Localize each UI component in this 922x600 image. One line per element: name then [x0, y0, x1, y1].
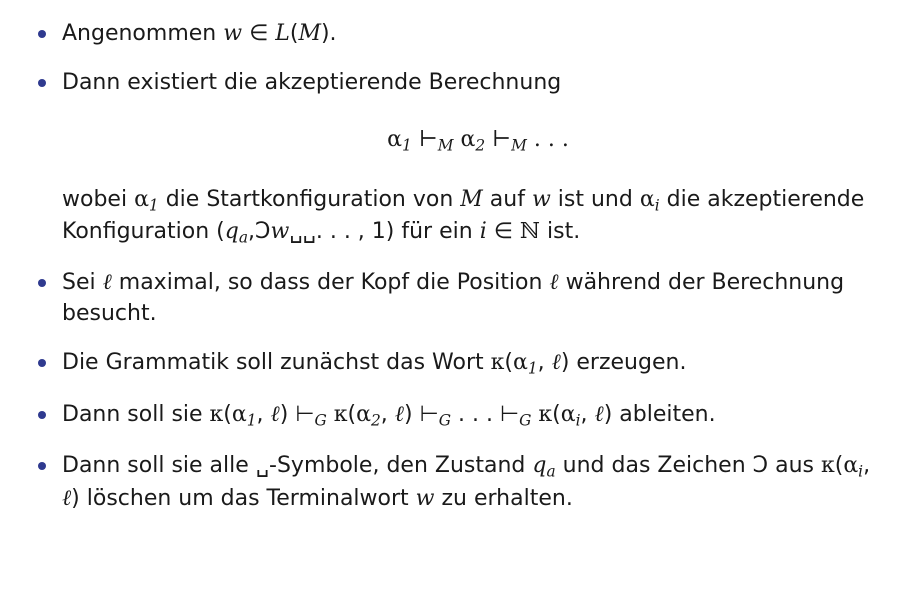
configuration-explanation-paragraph: wobei $\alpha_1$ die Startkonfiguration von M auf w ist und $\alpha_i$ die akzeptierende Konfiguration ($q_a,Ɔw␣␣$. . . , 1) für ein i ∈ ℕ ist.: [62, 186, 865, 247]
bullet-text: Sei ℓ maximal, so dass der Kopf die Position ℓ während der Berechnung besucht.: [62, 269, 845, 327]
bullet-dot-icon: [38, 30, 46, 38]
list-item-accepting-computation: [28, 67, 894, 249]
bullet-list: [28, 18, 894, 514]
list-item-head-position: [28, 267, 894, 329]
bullet-dot-icon: [38, 279, 46, 287]
list-item-grammar-first-word: [28, 347, 894, 380]
bullet-dot-icon: [38, 462, 46, 470]
bullet-dot-icon: [38, 79, 46, 87]
bullet-text: Dann existiert die akzeptierende Berechnung: [62, 70, 562, 96]
list-item-grammar-derivation: [28, 399, 894, 432]
bullet-text: Dann soll sie $\kappa(\alpha_1$, ℓ) $⊢_G$ $\kappa(\alpha_2$, ℓ) $⊢_G$ . . . $⊢_G$ $\kappa(\alpha_i$, ℓ) ableiten.: [62, 401, 716, 429]
bullet-dot-icon: [38, 359, 46, 367]
bullet-text: Angenommen w ∈ L(M).: [62, 21, 337, 46]
computation-sequence-equation: $\alpha_1$ $⊢_M$ $\alpha_2$ $⊢_M$ . . .: [387, 127, 569, 155]
list-item-assumption: [28, 18, 894, 49]
bullet-text: Die Grammatik soll zunächst das Wort $\kappa(\alpha_1$, ℓ) erzeugen.: [62, 350, 687, 378]
bullet-dot-icon: [38, 411, 46, 419]
bullet-text: Dann soll sie alle ␣-Symbole, den Zustand $q_a$ und das Zeichen Ɔ aus $\kappa(\alpha_i$, ℓ) löschen um das Terminalwort w zu erhalten.: [62, 452, 871, 511]
list-item-delete-symbols: [28, 450, 894, 514]
